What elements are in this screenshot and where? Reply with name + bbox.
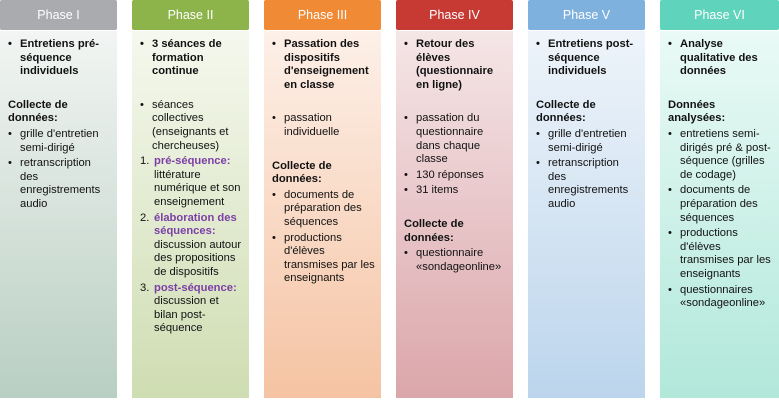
phase-5-collecte-label: Collecte de données: bbox=[536, 98, 596, 125]
phase-1-header: Phase I bbox=[0, 0, 117, 30]
phase-4-header: Phase IV bbox=[396, 0, 513, 30]
phase-2-step-3-title: post-séquence bbox=[154, 281, 233, 294]
phase-1-body bbox=[0, 31, 117, 398]
phase-2-header: Phase II bbox=[132, 0, 249, 30]
phase-4-item: • 31 items bbox=[404, 184, 508, 198]
phase-4-collecte-item: • questionnaire «sondageonline» bbox=[404, 247, 508, 274]
phase-6-collecte-item: • entretiens semi-dirigés pré & post-séquence (grilles de codage) bbox=[668, 128, 774, 182]
phase-3-column bbox=[264, 0, 381, 398]
phase-3-collecte-item: • productions d'élèves transmises par les enseignants bbox=[272, 232, 376, 286]
phase-6-collecte-item: • documents de préparation des séquences bbox=[668, 184, 774, 225]
phase-2-step-2-title: élaboration des séquences bbox=[154, 211, 237, 238]
phase-1-collecte-item: • retranscription des enregistrements audio bbox=[8, 157, 112, 211]
phase-4-collecte-label: Collecte de données: bbox=[404, 217, 464, 244]
phase-6-body bbox=[660, 31, 779, 398]
phase-4-body bbox=[396, 31, 513, 398]
phase-5-collecte-item: • grille d'entretien semi-dirigé bbox=[536, 128, 640, 155]
phase-2-step-2-text: discussion autour des propositions de dispositifs bbox=[154, 238, 242, 278]
phase-1-main: • Entretiens pré-séquence individuels bbox=[8, 38, 112, 79]
phase-6-main: • Analyse qualitative des données bbox=[668, 38, 774, 79]
phase-2-step-1-title: pré-séquence bbox=[154, 155, 227, 168]
phase-3-main: • Passation des dispositifs d'enseignement en classe bbox=[272, 38, 376, 92]
phase-1-column bbox=[0, 0, 117, 398]
phase-5-header: Phase V bbox=[528, 0, 645, 30]
phase-6-collecte-item: • questionnaires «sondageonline» bbox=[668, 284, 774, 311]
phase-2-step-3: 3. post-séquence: discussion et bilan post-séquence bbox=[140, 282, 244, 336]
phase-5-collecte-item: • retranscription des enregistrements audio bbox=[536, 157, 640, 211]
phase-4-column bbox=[396, 0, 513, 398]
phase-3-item: • passation individuelle bbox=[272, 112, 376, 139]
phase-2-step-2: 2. élaboration des séquences: discussion autour des propositions de dispositifs bbox=[140, 212, 244, 280]
phase-5-main: • Entretiens post-séquence individuels bbox=[536, 38, 640, 79]
phase-5-column bbox=[528, 0, 645, 398]
phase-4-item: • 130 réponses bbox=[404, 169, 508, 183]
phase-4-item: • passation du questionnaire dans chaque classe bbox=[404, 112, 508, 166]
phase-2-body bbox=[132, 31, 249, 398]
phase-4-main: • Retour des élèves (questionnaire en ligne) bbox=[404, 38, 508, 92]
phase-2-intro: • séances collectives (enseignants et chercheuses) bbox=[140, 99, 244, 153]
phase-3-body bbox=[264, 31, 381, 398]
phase-1-collecte-item: • grille d'entretien semi-dirigé bbox=[8, 128, 112, 155]
phase-2-column bbox=[132, 0, 249, 398]
phase-2-step-1-text: littérature numérique et son enseignement bbox=[154, 168, 241, 208]
phase-3-collecte-item: • documents de préparation des séquences bbox=[272, 189, 376, 230]
phase-3-collecte-label: Collecte de données: bbox=[272, 159, 332, 186]
phase-2-step-1: 1. pré-séquence: littérature numérique et son enseignement bbox=[140, 155, 244, 209]
phase-6-header: Phase VI bbox=[660, 0, 779, 30]
phase-2-main: • 3 séances de formation continue bbox=[140, 38, 244, 79]
phase-3-header: Phase III bbox=[264, 0, 381, 30]
phase-6-collecte-label: Données analysées: bbox=[668, 98, 726, 125]
phase-6-column bbox=[660, 0, 779, 398]
phase-1-collecte-label: Collecte de données: bbox=[8, 98, 68, 125]
phase-6-collecte-item: • productions d'élèves transmises par les enseignants bbox=[668, 227, 774, 281]
phase-2-step-3-text: discussion et bilan post-séquence bbox=[154, 295, 219, 335]
phase-5-body bbox=[528, 31, 645, 398]
